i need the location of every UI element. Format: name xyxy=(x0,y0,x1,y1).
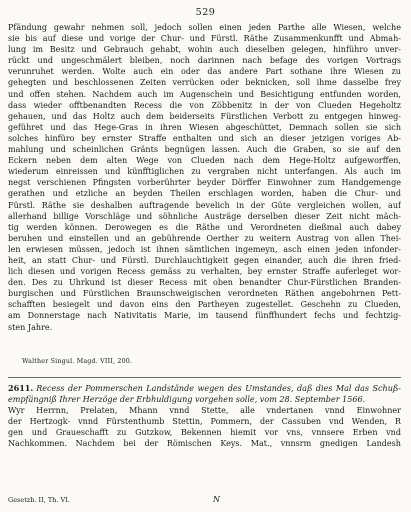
body-line: am Donnerstage nach Nativitatis Marie, im tausend fünffhundert fechs und fechtzig- xyxy=(8,311,401,321)
section-text-line: gen und Graueschafft zu Gutzkow, Bekennen hiemit vor vns, vnnsere Erben vnd xyxy=(8,428,401,438)
section-text-line: Nachkommen. Nachdem bei der Römischen Keys. Mat., vnnsrm gnedigen Landesh xyxy=(8,439,401,449)
body-line: beruhen und einstellen und an gebührende Oerther zu weitern Austrag von allen Thei- xyxy=(8,233,401,243)
section-heading-text: Recess der Pommerschen Landstände wegen des Umstandes, daß dies Mal das Schuß- xyxy=(36,384,401,393)
body-line: Pfändung gewahr nehmen soll, jedoch sollen einen jeden Parthe alle Wiesen, welche xyxy=(8,23,401,32)
page-number: 529 xyxy=(195,7,216,18)
body-line: heit, an statt Chur- und Fürstl. Durchlauchtigkeit gegen einander, auch die ihren fried- xyxy=(8,255,401,265)
body-line: burgischen und Fürstlichen Braunschweigischen verordneten Räthen angebohrnen Pett- xyxy=(8,289,401,299)
body-line: allerhand billige Vorschläge und söhnliche Austräge derselben dieser Zeit nicht mäch- xyxy=(8,211,401,221)
document-section xyxy=(8,383,401,450)
section-text-line: der Hertzogk- vnnd Fürstenthumb Stettin, Pommern, der Cassuben vnd Wenden, R xyxy=(8,417,401,427)
body-line: verunruhet werden. Wolte auch ein oder das andere Part sothane ihre Wiesen zu xyxy=(8,67,401,77)
section-heading-line xyxy=(8,383,401,394)
body-line: gehegten und beschlossenen Zeiten verrücken oder beknicken, soll ihme dasselbe frey xyxy=(8,78,401,88)
body-line: sten Jahre. xyxy=(8,322,53,332)
body-line: schafften besiegelt und davon eins den Partheyen zugestellet. Geschehn zu Clueden, xyxy=(8,300,401,310)
body-line: Eckern neben dem alten Wege von Clueden nach dem Hege-Holtz aufgeworffen, xyxy=(8,156,401,166)
body-line: geführet und das Hege-Gras in ihren Wiesen abgeschüttet, Demnach sollen sie sich xyxy=(8,122,401,132)
body-line: lich diesen und vorigen Recess gemäss zu verhalten, bey ernster Straffe auferleget wor- xyxy=(8,267,401,277)
body-line: gehauen, und das Holtz auch dem beiderseits Fürstlichen Verbott zu entgegen hinweg- xyxy=(8,111,401,121)
body-line: und offen stehen. Nachdem auch im Augenschein und Besichtigung entfunden worden, xyxy=(8,89,401,99)
body-line: tig werden können. Derowegen es die Räthe und Verordneten dießmal auch dabey xyxy=(8,222,401,232)
body-line: solches hinfüro bey ernster Straffe enthalten und sich an dieser jetzigen voriges Ab- xyxy=(8,133,401,143)
footer-reference: Gesetzb. II, Th. VI. xyxy=(8,496,70,504)
body-line: wiederum einreissen und künfftiglichen zu vergraben nicht unterfangen. Als auch im xyxy=(8,167,401,177)
body-line: lung im Besitz und Gebrauch gehabt, wohin auch dieselben gelegen, hinführo unver- xyxy=(8,45,401,55)
section-heading-line: empfängniß Ihrer Herzöge der Erbhuldigung vorgehen solle, vom 28. September 1566. xyxy=(8,395,366,405)
body-line: gerathen und etzliche an beyden Theilen erschlagen worden, haben die Chur- und xyxy=(8,189,401,199)
body-text xyxy=(8,22,401,333)
body-line: Fürstl. Räthe sie deshalben auftragende bevelich in der Güte vergleichen wollen, auf xyxy=(8,200,401,210)
signature-mark: N xyxy=(213,495,220,504)
body-line: sie bis auf diese und vorige der Chur- und Fürstl. Räthe Zusammenkunfft und Abmah- xyxy=(8,34,401,44)
section-text-line: Wyr Herrnn, Prelaten, Mhann vnnd Stette, alle vndertanen vnnd Einwohner xyxy=(8,406,401,416)
body-line: den. Des zu Uhrkund ist dieser Recess mit oben benandter Chur-Fürstlichen Branden- xyxy=(8,278,401,288)
section-number: 2611. xyxy=(8,383,34,393)
body-line: mahlung und scheinlichen Gränts begnügen lassen. Auch die Graben, so sie auf den xyxy=(8,145,401,155)
source-note: Walther Singul. Magd. VIII, 200. xyxy=(22,358,133,365)
section-divider xyxy=(8,377,401,378)
body-line: dass wieder offtbenandten Recess die von Zöbbenitz in der von Clueden Hegeholtz xyxy=(8,100,401,110)
body-line: negst verschienen Pfingsten vorberührter beyder Dörffer Einwohner zum Handgemenge xyxy=(8,178,401,188)
body-line: len erwiesen müssen, jedoch ist ihnen sämtlichen ingemeyn, asch einen jeden infonder- xyxy=(8,244,401,254)
body-line: rückt und ungeschmälert bleiben, noch darinnen nach befage des vorigen Vortrags xyxy=(8,56,401,66)
